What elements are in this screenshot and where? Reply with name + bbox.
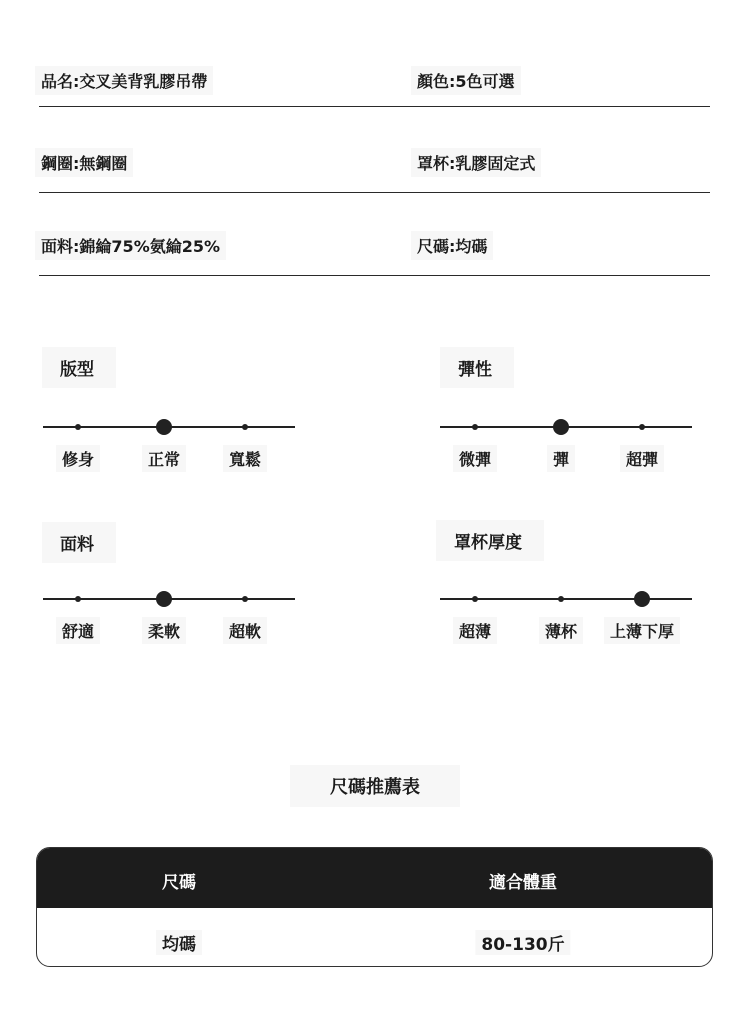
divider [39,192,710,193]
scale-label: 上薄下厚 [604,617,680,644]
scale-marker [639,424,645,430]
scale-marker [242,596,248,602]
attr-cup-thickness-scale [440,575,692,641]
size-chart-title: 尺碼推薦表 [290,765,460,807]
spec-cup: 罩杯 : 乳膠固定式 [411,148,541,177]
scale-label: 正常 [142,445,186,472]
scale-label: 微彈 [453,445,497,472]
scale-label: 超薄 [453,617,497,644]
spec-size: 尺碼 : 均碼 [411,231,493,260]
scale-marker [472,424,478,430]
scale-marker-selected [156,419,172,435]
scale-marker-selected [553,419,569,435]
scale-label: 彈 [547,445,575,472]
scale-label: 柔軟 [142,617,186,644]
spec-product-name: 品名 : 交叉美背乳膠吊帶 [35,66,213,95]
divider [39,275,710,276]
scale-label: 超軟 [223,617,267,644]
attr-fit-scale [43,403,295,469]
header-size: 尺碼 [162,873,196,893]
scale-marker [75,596,81,602]
spec-underwire: 鋼圈 : 無鋼圈 [35,148,133,177]
attr-fabric-scale [43,575,295,641]
scale-marker [75,424,81,430]
attr-fabric-title: 面料 [42,522,116,563]
scale-label: 超彈 [620,445,664,472]
cell-weight: 80-130斤 [475,930,570,955]
size-table-header [37,848,712,908]
scale-label: 寬鬆 [223,445,267,472]
attr-elasticity-title: 彈性 [440,347,514,388]
size-table [36,847,713,967]
cell-size: 均碼 [156,930,202,955]
scale-label: 舒適 [56,617,100,644]
spec-color: 顏色 : 5色可選 [411,66,521,95]
attr-fit-title: 版型 [42,347,116,388]
scale-label: 修身 [56,445,100,472]
attr-cup-thickness-title: 罩杯厚度 [436,520,544,561]
scale-marker [558,596,564,602]
scale-marker-selected [634,591,650,607]
attr-elasticity-scale [440,403,692,469]
scale-marker [472,596,478,602]
spec-fabric: 面料 : 錦綸75%氨綸25% [35,231,226,260]
scale-label: 薄杯 [539,617,583,644]
scale-marker-selected [156,591,172,607]
header-weight: 適合體重 [489,873,557,893]
divider [39,106,710,107]
scale-marker [242,424,248,430]
